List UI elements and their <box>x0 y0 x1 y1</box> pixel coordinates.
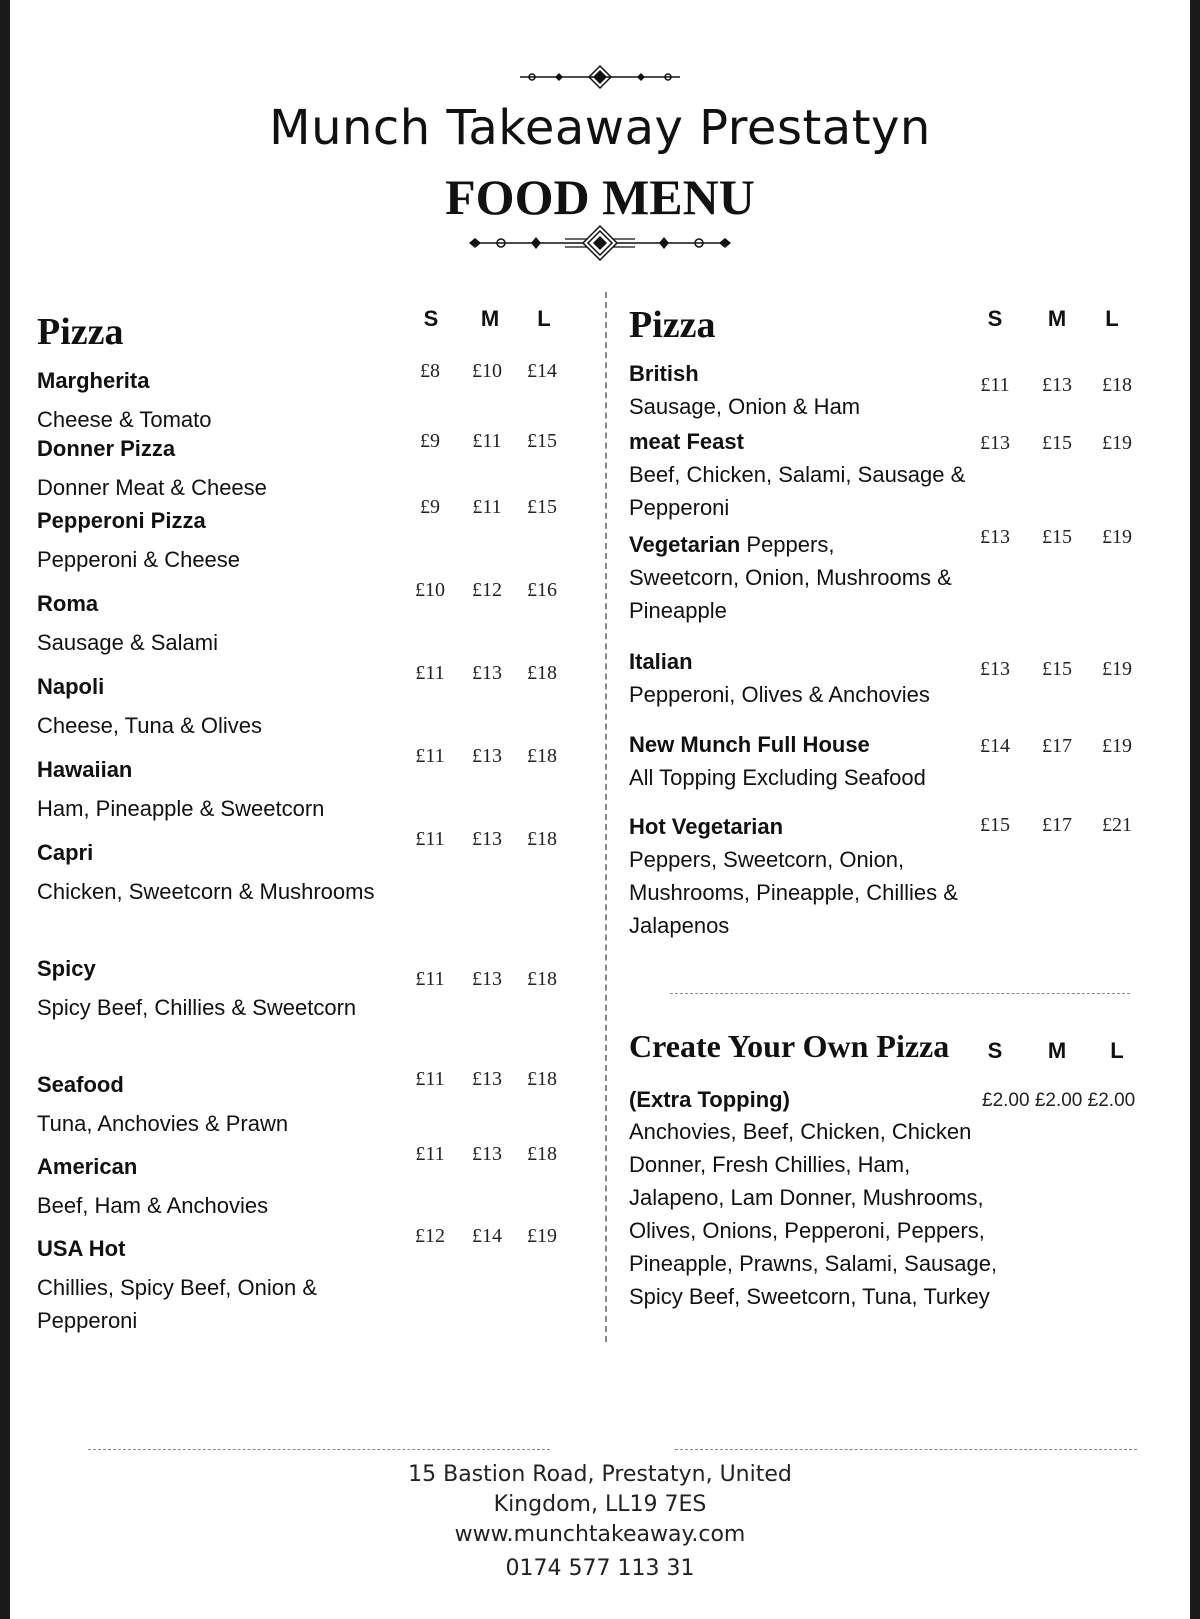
item-title <box>629 810 999 843</box>
price-m: £13 <box>472 662 502 684</box>
price-m: £11 <box>472 496 502 518</box>
price-s: £10 <box>415 579 445 601</box>
footer-website[interactable]: www.munchtakeaway.com <box>454 1522 746 1547</box>
price-l: £21 <box>1102 814 1132 836</box>
price-l: £19 <box>1102 526 1132 548</box>
price-s: £2.00 <box>982 1090 1030 1111</box>
price-s: £14 <box>980 735 1010 757</box>
ornament-icon <box>510 64 690 90</box>
size-header-l: L <box>1110 1038 1124 1063</box>
item-description: Cheese, Tuna & Olives <box>37 713 263 738</box>
item-name: Spicy <box>37 956 96 981</box>
item-description: All Topping Excluding Seafood <box>629 765 926 790</box>
item-title <box>37 952 407 985</box>
price-s: £11 <box>415 662 445 684</box>
price-l: £19 <box>1102 658 1132 680</box>
footer-phone[interactable]: 0174 577 113 31 <box>505 1556 695 1581</box>
menu-item <box>37 504 407 576</box>
price-m: £13 <box>472 1068 502 1090</box>
item-name: Hot Vegetarian <box>629 814 784 839</box>
menu-item <box>629 645 999 711</box>
price-m: £12 <box>472 579 502 601</box>
restaurant-name: Munch Takeaway Prestatyn <box>269 100 931 156</box>
menu-item <box>37 587 407 659</box>
menu-item <box>37 753 407 825</box>
price-l: £18 <box>527 828 557 850</box>
price-l: £15 <box>527 496 557 518</box>
item-description: Pepperoni & Cheese <box>37 547 241 572</box>
price-l: £18 <box>527 1068 557 1090</box>
footer-divider-right <box>675 1449 1137 1450</box>
item-name: Seafood <box>37 1072 124 1097</box>
price-l: £18 <box>527 1143 557 1165</box>
size-header-l: L <box>1105 306 1119 331</box>
item-name: Hawaiian <box>37 757 133 782</box>
price-m: £11 <box>472 430 502 452</box>
size-header-s: S <box>987 1038 1003 1063</box>
item-title <box>37 1150 407 1183</box>
size-header-s: S <box>423 306 439 331</box>
item-title <box>37 364 407 397</box>
footer-divider-left <box>88 1449 550 1450</box>
item-title <box>37 670 407 703</box>
price-s: £11 <box>415 828 445 850</box>
price-m: £10 <box>472 360 502 382</box>
create-own-toppings: Anchovies, Beef, Chicken, Chicken Donner, Fresh Chillies, Ham, Jalapeno, Lam Donner, Mushrooms, Olives, Onions, Pepperoni, Peppers, Pineapple, Prawns, Salami, Sausage, Spicy Beef, Sweetcorn, Tuna, Turkey <box>629 1119 998 1309</box>
item-description: Sweetcorn, Onion, Mushrooms & Pineapple <box>629 565 952 623</box>
menu-item <box>629 528 999 627</box>
item-title <box>37 432 407 465</box>
section-divider <box>670 993 1130 994</box>
price-m: £13 <box>472 828 502 850</box>
item-description: Beef, Ham & Anchovies <box>37 1193 269 1218</box>
menu-item <box>37 1068 407 1140</box>
create-own-subtitle: (Extra Topping) <box>629 1087 790 1112</box>
create-own-prices <box>982 1090 1135 1112</box>
price-m: £2.00 <box>1034 1090 1083 1111</box>
item-name-suffix: Peppers, <box>740 532 835 557</box>
item-title <box>37 753 407 786</box>
item-description: Sausage & Salami <box>37 630 218 655</box>
footer-address-line1: 15 Bastion Road, Prestatyn, United <box>408 1462 792 1487</box>
price-l: £15 <box>527 430 557 452</box>
item-description: Donner Meat & Cheese <box>37 475 267 500</box>
item-title <box>37 1068 407 1101</box>
item-description: Peppers, Sweetcorn, Onion, Mushrooms, Pineapple, Chillies & Jalapenos <box>629 847 958 938</box>
item-description: Tuna, Anchovies & Prawn <box>37 1111 289 1136</box>
size-header-m: M <box>1047 306 1067 331</box>
left-section-title: Pizza <box>37 311 124 353</box>
item-title <box>629 645 999 678</box>
price-m: £13 <box>472 1143 502 1165</box>
create-own-title: Create Your Own Pizza <box>629 1028 950 1064</box>
item-description: Sausage, Onion & Ham <box>629 394 861 419</box>
price-s: £11 <box>415 1143 445 1165</box>
price-s: £8 <box>420 360 440 382</box>
size-header-s: S <box>987 306 1003 331</box>
item-title <box>629 528 999 561</box>
price-m: £13 <box>1042 374 1072 396</box>
item-description: Chicken, Sweetcorn & Mushrooms <box>37 879 375 904</box>
price-s: £11 <box>415 1068 445 1090</box>
item-title <box>37 1232 407 1265</box>
price-s: £11 <box>980 374 1010 396</box>
top-ornament <box>10 64 1190 90</box>
price-s: £13 <box>980 658 1010 680</box>
size-header-l: L <box>537 306 551 331</box>
item-name: Margherita <box>37 368 150 393</box>
item-title <box>629 357 999 390</box>
menu-title: FOOD MENU <box>445 169 755 225</box>
item-title <box>37 587 407 620</box>
item-title <box>37 504 407 537</box>
item-name: Italian <box>629 649 693 674</box>
item-name: Capri <box>37 840 94 865</box>
menu-item <box>37 432 407 504</box>
menu-item <box>37 364 407 436</box>
item-name: USA Hot <box>37 1236 126 1261</box>
item-description: Ham, Pineapple & Sweetcorn <box>37 796 325 821</box>
item-description: Cheese & Tomato <box>37 407 212 432</box>
price-m: £15 <box>1042 526 1072 548</box>
menu-item <box>37 836 407 908</box>
menu-item <box>629 425 999 524</box>
price-s: £12 <box>415 1225 445 1247</box>
price-m: £17 <box>1042 735 1072 757</box>
right-section-title: Pizza <box>629 304 716 346</box>
price-l: £2.00 <box>1087 1090 1136 1111</box>
item-name: American <box>37 1154 138 1179</box>
item-name: Roma <box>37 591 99 616</box>
price-s: £11 <box>415 968 445 990</box>
price-s: £9 <box>420 430 440 452</box>
item-title <box>37 836 407 869</box>
column-divider <box>605 292 607 1342</box>
menu-page <box>10 0 1190 1619</box>
item-description: Chillies, Spicy Beef, Onion & Pepperoni <box>37 1275 318 1333</box>
item-name: meat Feast <box>629 429 744 454</box>
price-s: £13 <box>980 526 1010 548</box>
item-name: New Munch Full House <box>629 732 870 757</box>
item-description: Spicy Beef, Chillies & Sweetcorn <box>37 995 357 1020</box>
create-own-item <box>629 1085 999 1313</box>
menu-item <box>629 728 999 794</box>
price-s: £15 <box>980 814 1010 836</box>
menu-item <box>37 1150 407 1222</box>
price-l: £19 <box>1102 735 1132 757</box>
price-m: £17 <box>1042 814 1072 836</box>
price-s: £9 <box>420 496 440 518</box>
item-name: Vegetarian <box>629 532 741 557</box>
menu-item <box>629 357 999 423</box>
item-description: Beef, Chicken, Salami, Sausage & Pepperoni <box>629 462 966 520</box>
price-m: £15 <box>1042 658 1072 680</box>
price-s: £13 <box>980 432 1010 454</box>
price-m: £13 <box>472 745 502 767</box>
price-l: £14 <box>527 360 557 382</box>
title-ornament <box>10 225 1190 261</box>
price-m: £14 <box>472 1225 502 1247</box>
price-l: £16 <box>527 579 557 601</box>
price-l: £18 <box>1102 374 1132 396</box>
menu-item <box>37 1232 407 1337</box>
price-l: £18 <box>527 745 557 767</box>
item-description: Pepperoni, Olives & Anchovies <box>629 682 930 707</box>
price-m: £13 <box>472 968 502 990</box>
price-l: £19 <box>527 1225 557 1247</box>
item-name: Napoli <box>37 674 105 699</box>
item-name: Pepperoni Pizza <box>37 508 206 533</box>
menu-item <box>37 952 407 1024</box>
price-l: £18 <box>527 662 557 684</box>
ornament-icon <box>465 225 735 261</box>
price-l: £18 <box>527 968 557 990</box>
size-header-m: M <box>1047 1038 1067 1063</box>
price-m: £15 <box>1042 432 1072 454</box>
menu-item <box>629 810 999 942</box>
item-title <box>629 728 999 761</box>
price-l: £19 <box>1102 432 1132 454</box>
menu-item <box>37 670 407 742</box>
footer-address-line2: Kingdom, LL19 7ES <box>493 1492 707 1517</box>
item-title <box>629 425 999 458</box>
item-name: British <box>629 361 699 386</box>
item-name: Donner Pizza <box>37 436 176 461</box>
size-header-m: M <box>480 306 500 331</box>
price-s: £11 <box>415 745 445 767</box>
